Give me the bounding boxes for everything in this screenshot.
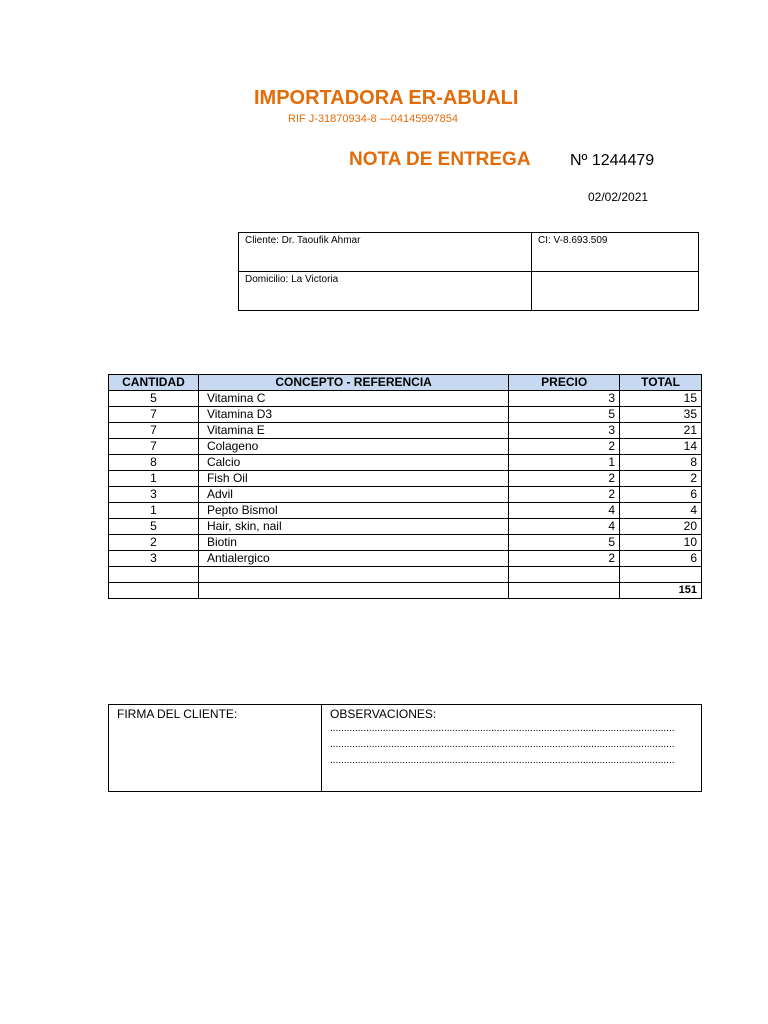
row-price: 4	[509, 519, 620, 535]
row-qty: 7	[109, 407, 199, 423]
client-info-table	[238, 232, 699, 311]
empty-cell	[509, 583, 620, 599]
row-qty: 7	[109, 439, 199, 455]
row-desc: Antialergico	[198, 551, 508, 567]
header-cantidad: CANTIDAD	[109, 375, 199, 391]
row-desc: Pepto Bismol	[198, 503, 508, 519]
table-row	[109, 519, 702, 535]
row-total: 20	[620, 519, 702, 535]
document-number: Nº 1244479	[570, 152, 655, 169]
table-row	[109, 391, 702, 407]
row-total: 14	[620, 439, 702, 455]
empty-cell	[198, 583, 508, 599]
header-concepto: CONCEPTO - REFERENCIA	[198, 375, 508, 391]
row-price: 4	[509, 503, 620, 519]
row-price: 5	[509, 407, 620, 423]
table-row	[109, 471, 702, 487]
row-qty: 5	[109, 391, 199, 407]
row-total: 2	[620, 471, 702, 487]
row-total: 8	[620, 455, 702, 471]
row-qty: 2	[109, 535, 199, 551]
row-total: 21	[620, 423, 702, 439]
row-price: 3	[509, 423, 620, 439]
table-row	[109, 503, 702, 519]
row-desc: Vitamina E	[198, 423, 508, 439]
row-price: 2	[509, 439, 620, 455]
address-row	[239, 272, 699, 311]
row-desc: Biotin	[198, 535, 508, 551]
table-row	[109, 407, 702, 423]
company-name: IMPORTADORA ER-ABUALI	[254, 87, 519, 109]
observations-line: ............................................................................................................................	[330, 723, 675, 734]
row-qty: 1	[109, 503, 199, 519]
company-rif: RIF J-31870934-8 —04145997854	[288, 113, 459, 125]
row-price: 2	[509, 471, 620, 487]
row-total: 15	[620, 391, 702, 407]
empty-cell	[509, 567, 620, 583]
client-extra	[532, 272, 699, 311]
empty-cell	[198, 567, 508, 583]
signature-row	[109, 705, 702, 792]
row-price: 3	[509, 391, 620, 407]
header-precio: PRECIO	[509, 375, 620, 391]
observations-label: OBSERVACIONES:	[330, 707, 437, 721]
row-total: 4	[620, 503, 702, 519]
row-desc: Calcio	[198, 455, 508, 471]
grand-total-row	[109, 583, 702, 599]
document-title: NOTA DE ENTREGA	[349, 149, 531, 170]
row-desc: Hair, skin, nail	[198, 519, 508, 535]
row-desc: Vitamina C	[198, 391, 508, 407]
table-row	[109, 455, 702, 471]
document-date: 02/02/2021	[588, 190, 649, 204]
signature-label: FIRMA DEL CLIENTE:	[117, 707, 238, 721]
observations-line: ............................................................................................................................	[330, 739, 675, 750]
signature-table	[108, 704, 702, 792]
row-qty: 3	[109, 487, 199, 503]
row-qty: 7	[109, 423, 199, 439]
client-row	[239, 233, 699, 272]
observations-box	[322, 705, 702, 792]
table-row	[109, 487, 702, 503]
table-row	[109, 535, 702, 551]
empty-cell	[109, 567, 199, 583]
table-row	[109, 439, 702, 455]
row-qty: 1	[109, 471, 199, 487]
table-row	[109, 551, 702, 567]
row-desc: Advil	[198, 487, 508, 503]
row-qty: 3	[109, 551, 199, 567]
row-total: 10	[620, 535, 702, 551]
items-table	[108, 374, 702, 599]
empty-cell	[620, 567, 702, 583]
signature-box	[109, 705, 322, 792]
items-header-row	[109, 375, 702, 391]
row-total: 35	[620, 407, 702, 423]
grand-total: 151	[620, 583, 702, 599]
empty-cell	[109, 583, 199, 599]
row-qty: 8	[109, 455, 199, 471]
row-total: 6	[620, 487, 702, 503]
header-total: TOTAL	[620, 375, 702, 391]
row-price: 1	[509, 455, 620, 471]
row-desc: Colageno	[198, 439, 508, 455]
client-address: Domicilio: La Victoria	[239, 272, 532, 311]
observations-line: ............................................................................................................................	[330, 755, 675, 766]
row-price: 5	[509, 535, 620, 551]
client-name: Cliente: Dr. Taoufik Ahmar	[239, 233, 532, 272]
client-ci: CI: V-8.693.509	[532, 233, 699, 272]
row-qty: 5	[109, 519, 199, 535]
row-total: 6	[620, 551, 702, 567]
row-desc: Vitamina D3	[198, 407, 508, 423]
row-desc: Fish Oil	[198, 471, 508, 487]
row-price: 2	[509, 487, 620, 503]
table-row	[109, 423, 702, 439]
empty-row	[109, 567, 702, 583]
row-price: 2	[509, 551, 620, 567]
